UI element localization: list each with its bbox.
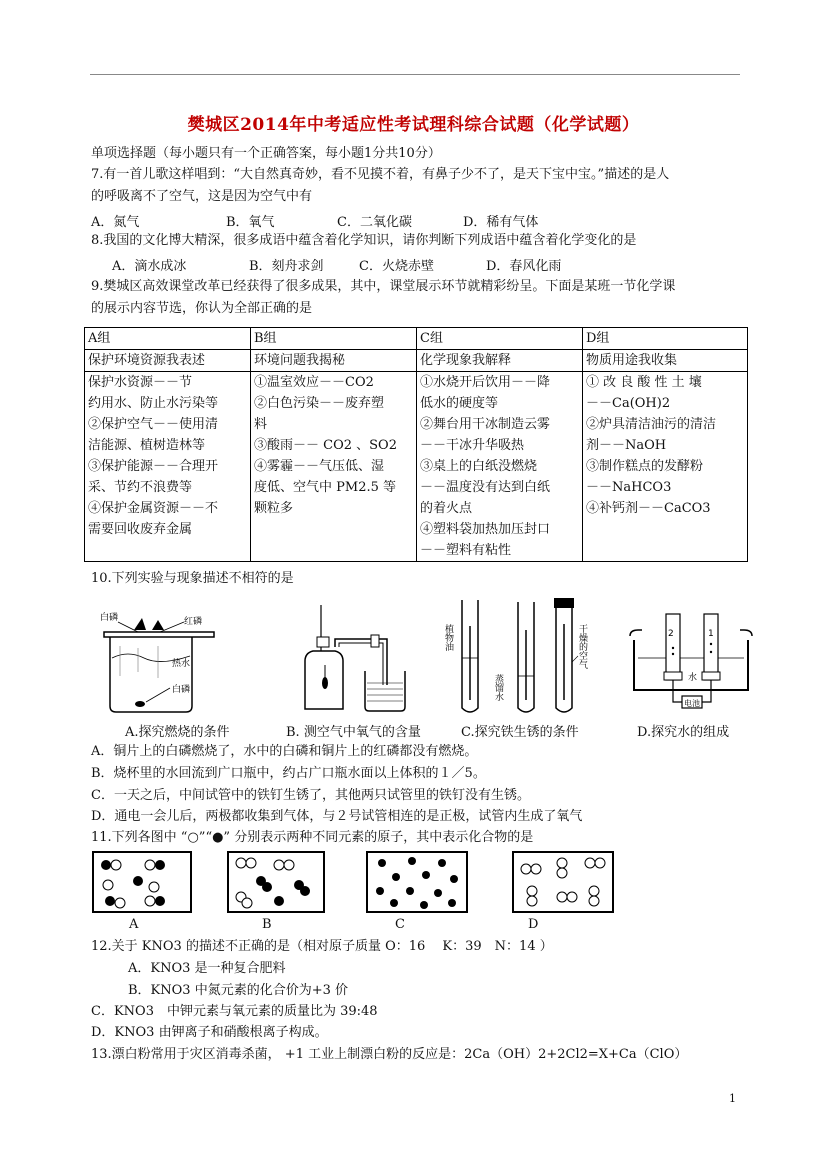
cell-line: ③酸雨－－ CO2 、SO2 — [254, 438, 397, 453]
q10-option-b: B．烧杯里的水回流到广口瓶中，约占广口瓶水面以上体积的１／5。 — [91, 766, 486, 781]
q8-option-b: B．刻舟求剑 — [249, 259, 324, 274]
figure-c-rusting — [440, 596, 600, 718]
molecule-label-a: A — [129, 917, 139, 932]
q7-option-c: C．二氧化碳 — [337, 215, 412, 230]
label-vegetable-oil: 植物油 — [443, 624, 453, 651]
q11-stem: 11.下列各图中 “○”“●” 分别表示两种不同元素的原子，其中表示化合物的是 — [91, 830, 534, 845]
q12-option-d: D．KNO3 由钾离子和硝酸根离子构成。 — [91, 1025, 328, 1040]
label-white-phosphorus-water: 白磷 — [172, 685, 191, 695]
figure-b-oxygen — [295, 603, 415, 715]
cell-line: ②炉具清洁油污的清洁 — [586, 417, 717, 432]
label-hot-water: 热水 — [172, 659, 191, 669]
cell-line: ③保护能源－－合理开 — [88, 459, 219, 474]
molecule-label-c: C — [395, 917, 405, 932]
cell-line: ① 改 良 酸 性 土 壤 — [586, 375, 702, 390]
cell-line: ①温室效应－－CO2 — [254, 375, 374, 390]
molecule-label-d: D — [528, 917, 539, 932]
q8-stem: 8.我国的文化博大精深，很多成语中蕴含着化学知识，请你判断下列成语中蕴含着化学变化的是 — [91, 233, 637, 248]
q10-option-d: D．通电一会儿后，两极都收集到气体，与２号试管相连的是正极，试管内生成了氧气 — [91, 809, 583, 824]
q8-option-d: D．春风化雨 — [486, 259, 562, 274]
cell-line: 需要回收废弃金属 — [88, 522, 193, 537]
q8-option-c: C．火烧赤壁 — [359, 259, 434, 274]
cell-line: －－Ca(OH)2 — [586, 396, 671, 411]
label-tube-1: 1 — [708, 629, 714, 639]
cell-line: －－塑料有粘性 — [420, 543, 512, 558]
label-distilled-water: 蒸馏水 — [493, 674, 503, 701]
cell-line: 采、节约不浪费等 — [88, 480, 193, 495]
molecule-box-b — [227, 851, 325, 913]
caption-c: C.探究铁生锈的条件 — [461, 725, 579, 740]
q12-option-b: B．KNO3 中氮元素的化合价为+3 价 — [128, 983, 348, 998]
cell-line: －－NaHCO3 — [586, 480, 672, 495]
group-c-content — [417, 372, 583, 562]
cell-line: ①水烧开后饮用－－降 — [420, 375, 551, 390]
caption-d: D.探究水的组成 — [637, 725, 730, 740]
molecule-box-c — [366, 851, 468, 913]
cell-line: ④塑料袋加热加压封口 — [420, 522, 551, 537]
cell-line: 颗粒多 — [254, 501, 294, 516]
group-c-topic: 化学现象我解释 — [417, 350, 583, 372]
cell-line: 度低、空气中 PM2.5 等 — [254, 480, 396, 495]
label-dry-air: 干燥的空气 — [577, 624, 587, 669]
q10-stem: 10.下列实验与现象描述不相符的是 — [91, 571, 294, 586]
q12-option-a: A．KNO3 是一种复合肥料 — [128, 961, 286, 976]
label-battery: 电池 — [684, 699, 700, 708]
q12-stem: 12.关于 KNO3 的描述不正确的是（相对原子质量 O：16 K：39 N：14 ） — [91, 939, 553, 954]
q7-option-a: A．氮气 — [91, 215, 140, 230]
cell-line: 剂－－NaOH — [586, 438, 667, 453]
cell-line: ②白色污染－－废弃塑 — [254, 396, 385, 411]
label-water: 水 — [688, 673, 698, 683]
q13-stem: 13.漂白粉常用于灾区消毒杀菌， +1 工业上制漂白粉的反应是：2Ca（OH）2+2Cl2=X+Ca（ClO） — [91, 1047, 688, 1062]
cell-line: 料 — [254, 417, 268, 432]
cell-line: 低水的硬度等 — [420, 396, 499, 411]
q9-table — [84, 327, 748, 562]
cell-line: ④保护金属资源－－不 — [88, 501, 219, 516]
cell-line: ④雾霾－－气压低、湿 — [254, 459, 385, 474]
cell-line: ③制作糕点的发酵粉 — [586, 459, 704, 474]
cell-line: －－干冰升华吸热 — [420, 438, 525, 453]
group-b-header: B组 — [251, 328, 417, 350]
q10-option-a: A．铜片上的白磷燃烧了，水中的白磷和铜片上的红磷都没有燃烧。 — [91, 744, 478, 759]
molecule-box-a — [92, 851, 192, 913]
section-heading: 单项选择题（每小题只有一个正确答案，每小题1分共10分） — [91, 146, 441, 161]
label-white-phosphorus: 白磷 — [100, 613, 119, 623]
group-b-topic: 环境问题我揭秘 — [251, 350, 417, 372]
label-tube-2: 2 — [668, 629, 674, 639]
cell-line: 洁能源、植树造林等 — [88, 438, 206, 453]
cell-line: ③桌上的白纸没燃烧 — [420, 459, 538, 474]
header-rule — [90, 74, 740, 75]
cell-line: ②舞台用干冰制造云雾 — [420, 417, 551, 432]
q7-option-b: B．氧气 — [226, 215, 275, 230]
q10-option-c: C．一天之后，中间试管中的铁钉生锈了，其他两只试管里的铁钉没有生锈。 — [91, 788, 530, 803]
q7-option-d: D．稀有气体 — [463, 215, 539, 230]
cell-line: －－温度没有达到白纸 — [420, 480, 551, 495]
molecule-label-b: B — [262, 917, 272, 932]
cell-line: ④补钙剂－－CaCO3 — [586, 501, 711, 516]
group-d-header: D组 — [583, 328, 748, 350]
figure-a-combustion — [98, 606, 218, 718]
group-a-header: A组 — [85, 328, 251, 350]
group-c-header: C组 — [417, 328, 583, 350]
page-title: 樊城区2014年中考适应性考试理科综合试题（化学试题） — [187, 115, 640, 135]
label-red-phosphorus: 红磷 — [184, 617, 203, 627]
cell-line: 约用水、防止水污染等 — [88, 396, 219, 411]
q8-option-a: A．滴水成冰 — [112, 259, 187, 274]
cell-line: ②保护空气－－使用清 — [88, 417, 219, 432]
q7-stem-line2: 的呼吸离不了空气，这是因为空气中有 — [91, 189, 313, 204]
cell-line: 的着火点 — [420, 501, 473, 516]
q7-stem-line1: 7.有一首儿歌这样唱到：“大自然真奇妙，看不见摸不着，有鼻子少不了，是天下宝中宝。”描述的是人 — [91, 167, 670, 182]
q9-stem-line2: 的展示内容节选，你认为全部正确的是 — [91, 301, 313, 316]
group-a-topic: 保护环境资源我表述 — [85, 350, 251, 372]
group-d-topic: 物质用途我收集 — [583, 350, 748, 372]
cell-line: 保护水资源－－节 — [88, 375, 193, 390]
page-number: 1 — [729, 1092, 736, 1105]
caption-b: B. 测空气中氧气的含量 — [286, 725, 421, 740]
q12-option-c: C．KNO3 中钾元素与氧元素的质量比为 39:48 — [91, 1004, 378, 1019]
group-b-content — [251, 372, 417, 562]
caption-a: A.探究燃烧的条件 — [125, 725, 230, 740]
molecule-box-d — [512, 851, 614, 913]
q9-stem-line1: 9.樊城区高效课堂改革已经获得了很多成果，其中，课堂展示环节就精彩纷呈。下面是某班一节化学课 — [91, 279, 676, 294]
group-a-content — [85, 372, 251, 562]
group-d-content — [583, 372, 748, 562]
figure-d-electrolysis — [628, 606, 758, 716]
